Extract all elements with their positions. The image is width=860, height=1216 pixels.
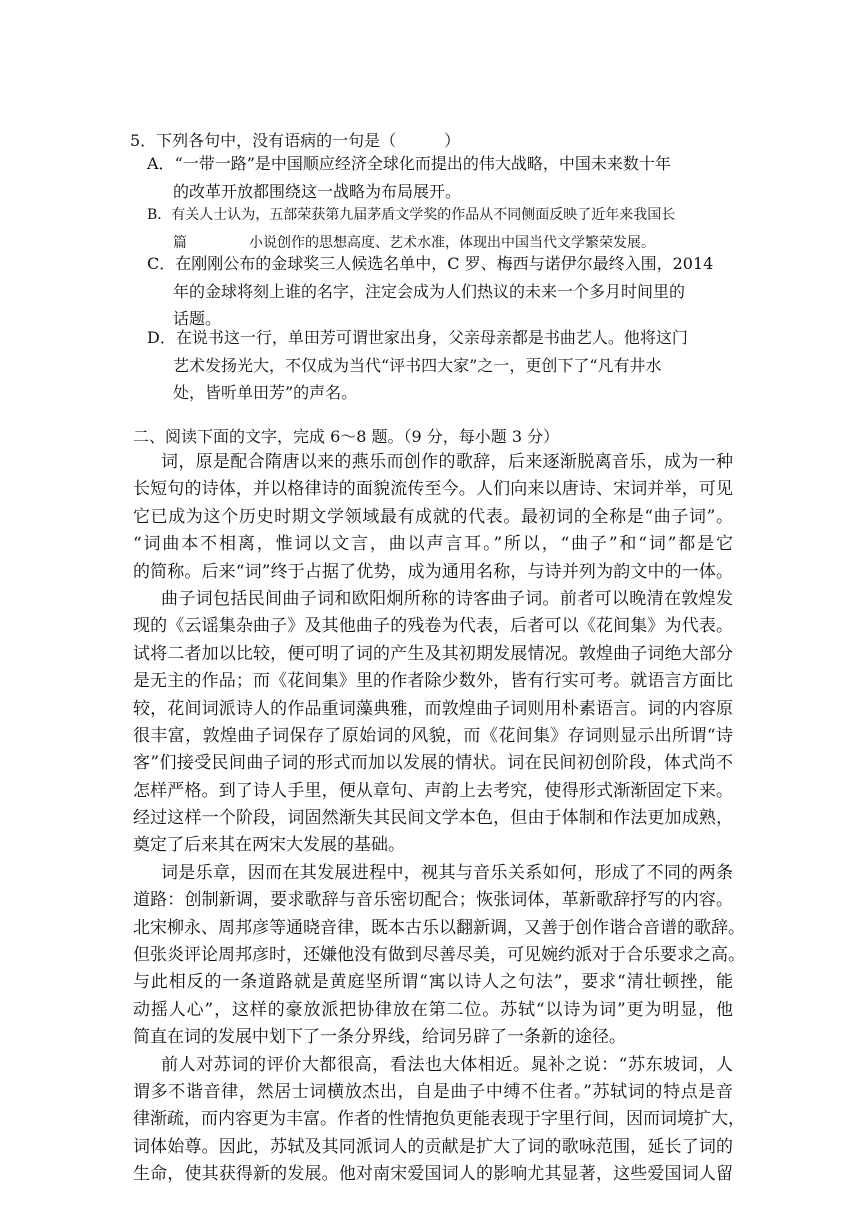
passage-line: 与此相反的一条道路就是黄庭坚所谓“寓以诗人之句法”，要求“清壮顿挫，能 bbox=[133, 972, 733, 993]
option-text: “一带一路”是中国顺应经济全球化而提出的伟大战略，中国未来数十年 bbox=[174, 154, 671, 173]
passage-line: 奠定了后来其在两宋大发展的基础。 bbox=[133, 835, 405, 856]
passage-line: 词体始尊。因此，苏轼及其同派词人的贡献是扩大了词的歌咏范围，延长了词的 bbox=[133, 1136, 733, 1157]
passage-line: 简直在词的发展中划下了一条分界线，给词另辟了一条新的途径。 bbox=[133, 1027, 626, 1048]
option-b bbox=[147, 201, 675, 257]
passage-line: 现的《云谣集杂曲子》及其他曲子的残卷为代表，后者可以《花间集》为代表。 bbox=[133, 616, 733, 637]
option-text: 有关人士认为，五部荣获第九届茅盾文学奖的作品从不同侧面反映了近年来我国长 bbox=[171, 207, 676, 223]
option-a bbox=[147, 150, 671, 205]
passage-line: 较，花间词派诗人的作品重词藻典雅，而敦煌曲子词则用朴素语言。词的内容原 bbox=[133, 698, 733, 719]
passage-line: “词曲本不相离，惟词以文言，曲以声言耳。”所以，“曲子”和“词”都是它 bbox=[133, 534, 733, 555]
passage-line: 但张炎评论周邦彦时，还嫌他没有做到尽善尽美，可见婉约派对于合乐要求之高。 bbox=[133, 945, 745, 966]
passage-line: 是无主的作品；而《花间集》里的作者除少数外，皆有行实可考。就语言方面比 bbox=[133, 671, 733, 692]
option-d bbox=[147, 324, 688, 407]
option-text: 在说书这一行，单田芳可谓世家出身，父亲母亲都是书曲艺人。他将这门 bbox=[175, 328, 688, 347]
option-c bbox=[147, 250, 713, 333]
passage-line: 前人对苏词的评价大都很高，看法也大体相近。晁补之说：“苏东坡词，人 bbox=[161, 1054, 733, 1075]
passage-line: 长短句的诗体，并以格律诗的面貌流传至今。人们向来以唐诗、宋词并举，可见 bbox=[133, 479, 733, 500]
reading-passage bbox=[133, 449, 745, 1189]
option-text: 处，皆听单田芳”的声名。 bbox=[173, 383, 358, 402]
option-label: D． bbox=[147, 328, 176, 347]
question-5-stem: 5．下列各句中，没有语病的一句是（ ） bbox=[130, 131, 461, 150]
passage-line: 北宋柳永、周邦彦等通晓音律，既本古乐以翻新调，又善于创作谐合音谱的歌辞。 bbox=[133, 917, 745, 938]
option-text: 篇 bbox=[173, 235, 187, 251]
passage-line: 动摇人心”，这样的豪放派把协律放在第二位。苏轼“以诗为词”更为明显，他 bbox=[133, 999, 733, 1020]
passage-line: 它已成为这个历史时期文学领域最有成就的代表。最初词的全称是“曲子词”。 bbox=[133, 506, 733, 527]
option-label: B． bbox=[147, 207, 172, 223]
section-heading: 二、阅读下面的文字，完成 6～8 题。（9 分，每小题 3 分） bbox=[133, 427, 560, 446]
passage-line: 词，原是配合隋唐以来的燕乐而创作的歌辞，后来逐渐脱离音乐，成为一种 bbox=[161, 452, 733, 472]
passage-line: 很丰富，敦煌曲子词保存了原始词的风貌，而《花间集》存词则显示出所谓“诗 bbox=[133, 725, 733, 746]
passage-line: 的简称。后来“词”终于占据了优势，成为通用名称，与诗并列为韵文中的一体。 bbox=[133, 561, 733, 582]
passage-line: 试将二者加以比较，便可明了词的产生及其初期发展情况。敦煌曲子词绝大部分 bbox=[133, 643, 733, 664]
option-text: 在刚刚公布的金球奖三人候选名单中，C 罗、梅西与诺伊尔最终入围，2014 bbox=[175, 254, 714, 273]
option-text: 话题。 bbox=[173, 309, 222, 328]
passage-line: 怎样严格。到了诗人手里，便从章句、声韵上去考究，使得形式渐渐固定下来。 bbox=[133, 780, 733, 801]
option-text: 年的金球将刻上谁的名字，注定会成为人们热议的未来一个多月时间里的 bbox=[173, 281, 686, 301]
option-label: C． bbox=[147, 254, 176, 273]
passage-line: 生命，使其获得新的发展。他对南宋爱国词人的影响尤其显著，这些爱国词人留 bbox=[133, 1164, 733, 1185]
passage-line: 客”们接受民间曲子词的形式而加以发展的情状。词在民间初创阶段，体式尚不 bbox=[133, 753, 733, 774]
option-label: A． bbox=[147, 154, 175, 173]
option-text: 小说创作的思想高度、艺术水准，体现出中国当代文学繁荣发展。 bbox=[249, 235, 655, 251]
passage-line: 道路：创制新调，要求歌辞与音乐密切配合；恢张词体，革新歌辞抒写的内容。 bbox=[133, 890, 733, 911]
option-text: 艺术发扬光大，不仅成为当代“评书四大家”之一，更创下了“凡有井水 bbox=[173, 355, 662, 375]
passage-line: 律渐疏，而内容更为丰富。作者的性情抱负更能表现于字里行间，因而词境扩大， bbox=[133, 1109, 745, 1130]
passage-line: 曲子词包括民间曲子词和欧阳炯所称的诗客曲子词。前者可以晚清在敦煌发 bbox=[161, 588, 733, 609]
passage-line: 经过这样一个阶段，词固然渐失其民间文学本色，但由于体制和作法更加成熟， bbox=[133, 808, 733, 829]
option-text: 的改革开放都围绕这一战略为布局展开。 bbox=[173, 181, 462, 201]
passage-line: 词是乐章，因而在其发展进程中，视其与音乐关系如何，形成了不同的两条 bbox=[161, 862, 733, 883]
passage-line: 谓多不谐音律，然居士词横放杰出，自是曲子中缚不住者。”苏轼词的特点是音 bbox=[133, 1081, 733, 1102]
